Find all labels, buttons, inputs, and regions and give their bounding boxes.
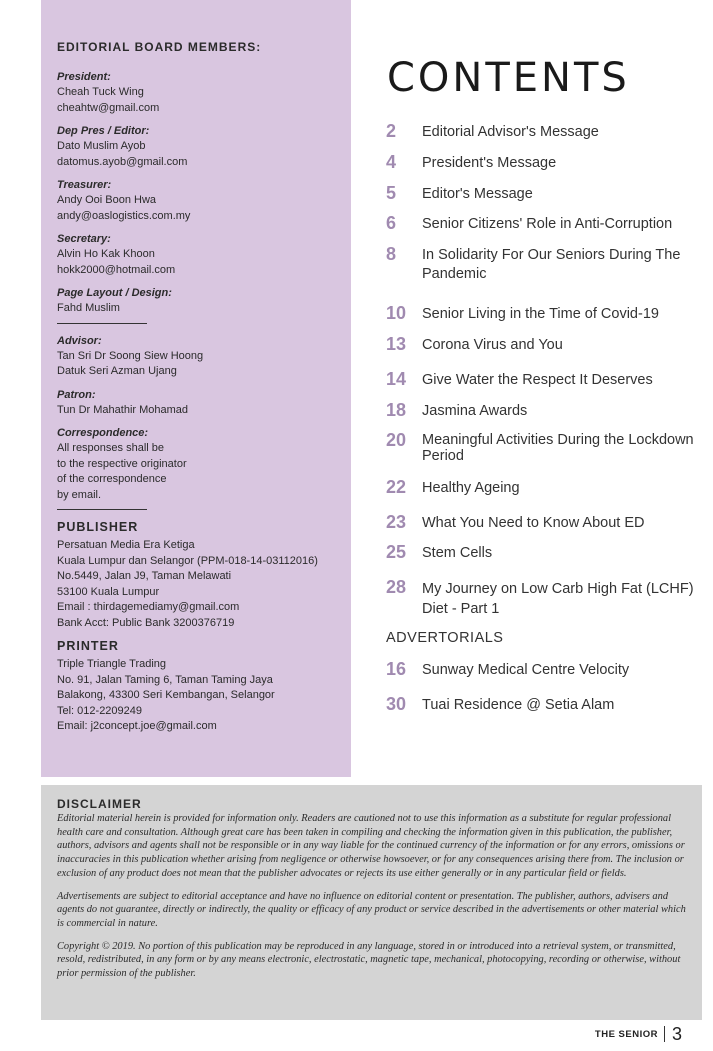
advertorials-title: ADVERTORIALS [386, 630, 504, 646]
correspondence-role: Correspondence: [57, 427, 149, 439]
toc-page-number: 8 [386, 244, 397, 264]
toc-page-number: 25 [386, 542, 407, 562]
toc-title: Editorial Advisor's Message [422, 124, 599, 140]
member-name: Dato Muslim Ayob [57, 140, 146, 152]
member-role: Treasurer: [57, 179, 112, 191]
toc-title: Editor's Message [422, 186, 533, 202]
member-role: President: [57, 71, 111, 83]
disclaimer-paragraph: Advertisements are subject to editorial acceptance and have no influence on editorial content or presentation. The publisher, authors, advisers and agents do not guarantee, directly or indirectly, the quality or efficacy of any product or service described in the advertisements or other material which is commercial in nature. [57, 890, 686, 929]
publisher-line: Persatuan Media Era Ketiga [57, 539, 195, 551]
toc-title: Meaningful Activities During the Lockdown Period [422, 432, 694, 464]
patron-name: Tun Dr Mahathir Mohamad [57, 403, 189, 416]
toc-page-number: 18 [386, 400, 407, 420]
disclaimer-paragraph: Copyright © 2019. No portion of this publication may be reproduced in any language, stored in or introduced into a retrieval system, or transmitted, resold, redistributed, in any form or by any means electronic, electrostatic, magnetic tape, mechanical, photocopying, recording or otherwise, without prior permission of the publisher. [57, 940, 681, 980]
advisor-name: Tan Sri Dr Soong Siew Hoong [57, 349, 204, 362]
member-email: cheahtw@gmail.com [57, 101, 160, 114]
toc-title: In Solidarity For Our Seniors During The Pandemic [422, 247, 681, 282]
toc-title: Healthy Ageing [422, 480, 520, 496]
disclaimer-paragraph: Editorial material herein is provided for information only. Readers are cautioned not to use this information as a substitute for regular professional health care and consultation. Although great care has been taken in compiling and checking the information given in this publication, the publisher, authors, advisors and agents shall not be responsible or in any way liable for the continued currency of the information or for any errors, omissions or inaccuracies in this publication whether arising from negligence or otherwise howsoever, or for any consequences arising there from. The inclusion or exclusion of any product does not mean that the publisher advocates or rejects its use either generally or in any particular field or fields. [57, 813, 685, 879]
board-title: EDITORIAL BOARD MEMBERS: [57, 40, 262, 54]
toc-page-number: 2 [386, 121, 397, 141]
divider [57, 509, 147, 510]
contents-title: CONTENTS [387, 55, 630, 101]
publisher-bank: Bank Acct: Public Bank 3200376719 [57, 616, 235, 629]
toc-title: Stem Cells [422, 545, 493, 561]
printer-email: Email: j2concept.joe@gmail.com [57, 720, 217, 732]
page-number: 3 [671, 1023, 682, 1044]
member-email: datomus.ayob@gmail.com [57, 155, 188, 168]
toc-page-number: 30 [386, 694, 407, 714]
toc-title: What You Need to Know About ED [422, 515, 645, 531]
member-dep-pres [57, 124, 341, 170]
toc-page-number: 5 [386, 183, 397, 203]
disclaimer-title: DISCLAIMER [57, 797, 142, 811]
toc-title: Tuai Residence @ Setia Alam [422, 697, 615, 713]
toc-page-number: 4 [386, 152, 397, 172]
toc-page-number: 20 [386, 430, 407, 450]
publisher-block [57, 538, 341, 631]
toc-page-number: 16 [386, 659, 407, 679]
member-name: Cheah Tuck Wing [57, 86, 144, 98]
correspondence-line: by email. [57, 488, 102, 501]
toc-page-number: 23 [386, 512, 407, 532]
publisher-line: No.5449, Jalan J9, Taman Melawati [57, 570, 232, 582]
member-email: hokk2000@hotmail.com [57, 263, 176, 276]
toc-page-number: 10 [386, 303, 407, 323]
advisor-role: Advisor: [57, 334, 102, 347]
toc-title: Senior Citizens' Role in Anti-Corruption [422, 216, 673, 232]
divider [57, 323, 147, 324]
publisher-title: PUBLISHER [57, 520, 139, 534]
footer-divider [664, 1026, 665, 1042]
advisor-block [57, 334, 341, 380]
toc-title: Jasmina Awards [422, 403, 528, 419]
publisher-line: 53100 Kuala Lumpur [57, 585, 160, 598]
disclaimer-box [41, 785, 702, 1020]
toc-title: Sunway Medical Centre Velocity [422, 662, 630, 678]
member-treasurer [57, 178, 341, 224]
member-secretary [57, 232, 341, 278]
member-president [57, 70, 341, 116]
patron-block [57, 388, 341, 419]
toc-title: President's Message [422, 155, 557, 171]
advisor-name: Datuk Seri Azman Ujang [57, 365, 177, 377]
member-name: Andy Ooi Boon Hwa [57, 194, 157, 206]
printer-line: Balakong, 43300 Seri Kembangan, Selangor [57, 689, 275, 701]
publisher-line: Kuala Lumpur dan Selangor (PPM-018-14-03112016) [57, 554, 318, 567]
toc-title: My Journey on Low Carb High Fat (LCHF) Diet - Part 1 [422, 581, 694, 617]
printer-line: Triple Triangle Trading [57, 658, 167, 670]
printer-tel: Tel: 012-2209249 [57, 704, 143, 717]
correspondence-line: to the respective originator [57, 457, 187, 470]
toc-title: Corona Virus and You [422, 337, 563, 353]
patron-role: Patron: [57, 388, 96, 401]
printer-title: PRINTER [57, 639, 119, 653]
toc-page-number: 28 [386, 577, 407, 597]
correspondence-block [57, 426, 341, 503]
toc-page-number: 6 [386, 213, 397, 233]
correspondence-line: of the correspondence [57, 473, 167, 485]
toc-page-number: 14 [386, 369, 407, 389]
member-email: andy@oaslogistics.com.my [57, 209, 191, 222]
toc-page-number: 22 [386, 477, 407, 497]
member-name: Fahd Muslim [57, 302, 120, 314]
page-footer [595, 1024, 682, 1044]
magazine-name: THE SENIOR [594, 1028, 658, 1040]
publisher-email: Email : thirdagemediamy@gmail.com [57, 601, 240, 613]
printer-block [57, 657, 341, 735]
member-role: Page Layout / Design: [57, 287, 172, 299]
editorial-sidebar [41, 0, 351, 777]
toc-title: Give Water the Respect It Deserves [422, 372, 653, 388]
member-role: Dep Pres / Editor: [57, 125, 150, 137]
toc-page-number: 13 [386, 334, 407, 354]
correspondence-line: All responses shall be [57, 442, 165, 454]
member-layout-design [57, 286, 341, 317]
toc-title: Senior Living in the Time of Covid-19 [422, 306, 659, 322]
printer-line: No. 91, Jalan Taming 6, Taman Taming Jaya [57, 673, 273, 686]
member-role: Secretary: [57, 233, 111, 245]
member-name: Alvin Ho Kak Khoon [57, 248, 155, 260]
